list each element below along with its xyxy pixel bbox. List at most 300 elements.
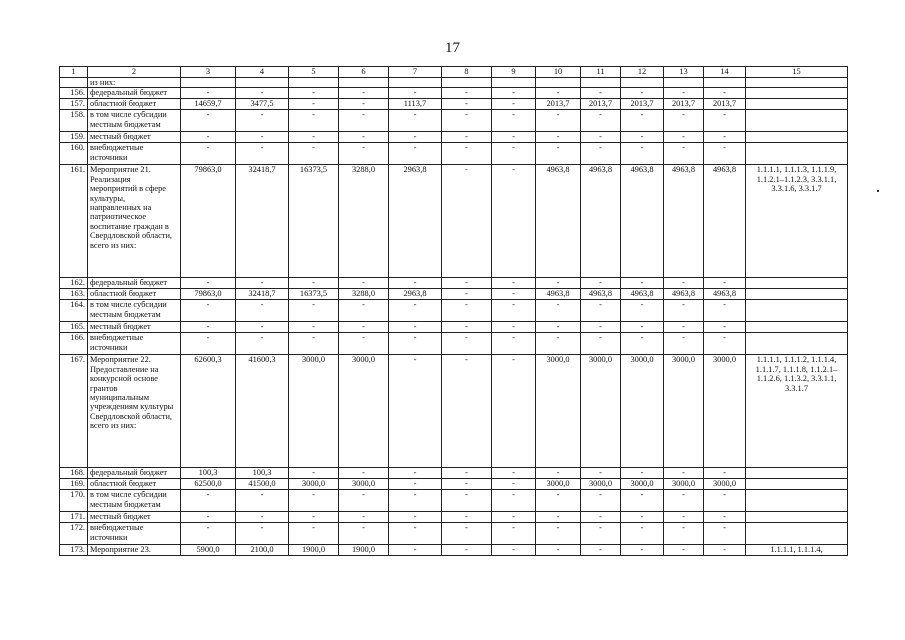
value-cell: -	[704, 143, 746, 165]
value-cell: -	[536, 143, 581, 165]
value-cell	[664, 78, 704, 88]
value-cell: -	[581, 512, 621, 523]
column-header: 13	[664, 67, 704, 78]
value-cell: -	[181, 110, 236, 132]
value-cell: -	[536, 468, 581, 479]
table-row	[60, 479, 848, 490]
table-row	[60, 110, 848, 132]
row-number: 161.	[60, 165, 88, 278]
value-cell: 4963,8	[581, 165, 621, 278]
row-number: 160.	[60, 143, 88, 165]
row-number: 172.	[60, 523, 88, 545]
value-cell: -	[389, 523, 442, 545]
value-cell: -	[442, 333, 492, 355]
table-row	[60, 165, 848, 278]
value-cell	[621, 78, 664, 88]
table-row	[60, 333, 848, 355]
value-cell: -	[492, 289, 536, 300]
value-cell: -	[536, 110, 581, 132]
row-number: 173.	[60, 545, 88, 556]
value-cell: -	[289, 523, 339, 545]
value-cell: -	[389, 545, 442, 556]
value-cell: -	[664, 333, 704, 355]
value-cell: -	[339, 110, 389, 132]
table-row	[60, 99, 848, 110]
value-cell: -	[492, 545, 536, 556]
value-cell: 3000,0	[704, 355, 746, 468]
row-name: Мероприятие 23.	[88, 545, 181, 556]
value-cell: 32418,7	[236, 165, 289, 278]
value-cell: -	[289, 88, 339, 99]
table-row	[60, 355, 848, 468]
value-cell: -	[289, 132, 339, 143]
value-cell: -	[442, 110, 492, 132]
value-cell: -	[664, 490, 704, 512]
value-cell: -	[492, 355, 536, 468]
value-cell: 4963,8	[536, 165, 581, 278]
value-cell: 3288,0	[339, 289, 389, 300]
value-cell: -	[339, 143, 389, 165]
target-codes	[746, 479, 848, 490]
value-cell: -	[389, 88, 442, 99]
value-cell: -	[236, 143, 289, 165]
value-cell: 1900,0	[289, 545, 339, 556]
value-cell: -	[664, 110, 704, 132]
target-codes	[746, 143, 848, 165]
value-cell: -	[442, 88, 492, 99]
value-cell: -	[289, 143, 339, 165]
value-cell: -	[621, 545, 664, 556]
row-number: 162.	[60, 278, 88, 289]
value-cell: -	[389, 278, 442, 289]
target-codes	[746, 88, 848, 99]
value-cell: -	[236, 490, 289, 512]
value-cell: -	[704, 322, 746, 333]
value-cell: -	[492, 165, 536, 278]
value-cell: -	[664, 512, 704, 523]
table-row	[60, 468, 848, 479]
value-cell: -	[289, 278, 339, 289]
target-codes: 1.1.1.1, 1.1.1.2, 1.1.1.4, 1.1.1.7, 1.1.1.8, 1.1.2.1–1.1.2.6, 1.1.3.2, 3.3.1.1, 3.3.1.7	[746, 355, 848, 468]
row-name: в том числе субсидии местным бюджетам	[88, 490, 181, 512]
table-row	[60, 322, 848, 333]
value-cell: 3000,0	[581, 355, 621, 468]
table-row	[60, 523, 848, 545]
value-cell: 79863,0	[181, 165, 236, 278]
value-cell: -	[442, 278, 492, 289]
value-cell: -	[289, 468, 339, 479]
value-cell: 2013,7	[704, 99, 746, 110]
row-name: федеральный бюджет	[88, 278, 181, 289]
value-cell: 4963,8	[704, 165, 746, 278]
column-number-header	[60, 67, 848, 78]
value-cell: -	[236, 512, 289, 523]
value-cell: -	[339, 99, 389, 110]
value-cell: -	[581, 143, 621, 165]
column-header: 12	[621, 67, 664, 78]
value-cell: -	[664, 468, 704, 479]
value-cell: -	[389, 355, 442, 468]
value-cell: 3000,0	[536, 479, 581, 490]
column-header: 4	[236, 67, 289, 78]
row-number: 156.	[60, 88, 88, 99]
column-header: 11	[581, 67, 621, 78]
value-cell: -	[181, 490, 236, 512]
value-cell: -	[289, 512, 339, 523]
value-cell: -	[704, 110, 746, 132]
value-cell: 4963,8	[536, 289, 581, 300]
value-cell: 32418,7	[236, 289, 289, 300]
value-cell: -	[389, 110, 442, 132]
row-name: внебюджетные источники	[88, 333, 181, 355]
value-cell: -	[181, 300, 236, 322]
value-cell: -	[181, 322, 236, 333]
target-codes	[746, 132, 848, 143]
target-codes: 1.1.1.1, 1.1.1.3, 1.1.1.9, 1.1.2.1–1.1.2.3, 3.3.1.1, 3.3.1.6, 3.3.1.7	[746, 165, 848, 278]
value-cell: -	[621, 300, 664, 322]
value-cell: -	[536, 88, 581, 99]
table-row	[60, 512, 848, 523]
value-cell: -	[581, 468, 621, 479]
value-cell: -	[236, 523, 289, 545]
value-cell: -	[339, 300, 389, 322]
row-name: областной бюджет	[88, 99, 181, 110]
column-header: 7	[389, 67, 442, 78]
value-cell: -	[389, 143, 442, 165]
value-cell: 62600,3	[181, 355, 236, 468]
value-cell: 3477,5	[236, 99, 289, 110]
value-cell: -	[581, 278, 621, 289]
value-cell: -	[621, 512, 664, 523]
value-cell: -	[492, 132, 536, 143]
row-name: из них:	[88, 78, 181, 88]
value-cell: -	[704, 88, 746, 99]
value-cell: -	[492, 333, 536, 355]
value-cell: -	[236, 88, 289, 99]
value-cell: 100,3	[236, 468, 289, 479]
value-cell: -	[621, 278, 664, 289]
value-cell: -	[704, 545, 746, 556]
value-cell: -	[442, 132, 492, 143]
target-codes	[746, 523, 848, 545]
page-number: 17	[445, 40, 460, 56]
value-cell: 2013,7	[664, 99, 704, 110]
value-cell: 3288,0	[339, 165, 389, 278]
value-cell: -	[389, 490, 442, 512]
row-name: федеральный бюджет	[88, 468, 181, 479]
value-cell	[442, 78, 492, 88]
value-cell: -	[621, 322, 664, 333]
value-cell: -	[442, 468, 492, 479]
value-cell: 14659,7	[181, 99, 236, 110]
value-cell: 4963,8	[704, 289, 746, 300]
value-cell: -	[664, 300, 704, 322]
row-number: 169.	[60, 479, 88, 490]
row-name: областной бюджет	[88, 479, 181, 490]
value-cell: -	[442, 99, 492, 110]
value-cell: -	[492, 468, 536, 479]
value-cell: -	[536, 545, 581, 556]
row-name: внебюджетные источники	[88, 523, 181, 545]
value-cell: 3000,0	[339, 479, 389, 490]
value-cell: -	[581, 110, 621, 132]
value-cell: -	[339, 88, 389, 99]
row-name: областной бюджет	[88, 289, 181, 300]
target-codes	[746, 333, 848, 355]
target-codes: 1.1.1.1, 1.1.1.4,	[746, 545, 848, 556]
column-header: 14	[704, 67, 746, 78]
value-cell: -	[339, 278, 389, 289]
value-cell: 4963,8	[621, 289, 664, 300]
target-codes	[746, 468, 848, 479]
value-cell: 2100,0	[236, 545, 289, 556]
value-cell: -	[442, 512, 492, 523]
value-cell: 4963,8	[621, 165, 664, 278]
value-cell: -	[492, 490, 536, 512]
table-row	[60, 143, 848, 165]
value-cell: -	[664, 88, 704, 99]
target-codes	[746, 322, 848, 333]
value-cell: -	[389, 333, 442, 355]
value-cell: -	[492, 110, 536, 132]
value-cell: -	[704, 512, 746, 523]
value-cell: -	[664, 545, 704, 556]
value-cell: -	[536, 490, 581, 512]
value-cell	[236, 78, 289, 88]
budget-table	[59, 66, 848, 556]
value-cell: -	[536, 322, 581, 333]
column-header: 9	[492, 67, 536, 78]
column-header: 6	[339, 67, 389, 78]
row-name: в том числе субсидии местным бюджетам	[88, 110, 181, 132]
value-cell: -	[442, 355, 492, 468]
value-cell: -	[621, 333, 664, 355]
table-row	[60, 88, 848, 99]
row-number: 167.	[60, 355, 88, 468]
value-cell: 3000,0	[664, 355, 704, 468]
value-cell: 2013,7	[621, 99, 664, 110]
value-cell: -	[664, 143, 704, 165]
value-cell: -	[339, 333, 389, 355]
value-cell: -	[339, 490, 389, 512]
row-number	[60, 78, 88, 88]
value-cell	[492, 78, 536, 88]
value-cell: -	[704, 523, 746, 545]
value-cell: -	[181, 278, 236, 289]
value-cell: -	[181, 88, 236, 99]
value-cell: -	[236, 110, 289, 132]
value-cell: -	[442, 545, 492, 556]
row-number: 168.	[60, 468, 88, 479]
value-cell: -	[339, 132, 389, 143]
table-row	[60, 545, 848, 556]
value-cell: 5900,0	[181, 545, 236, 556]
value-cell: -	[492, 512, 536, 523]
row-name: Мероприятие 22. Предоставление на конкурсной основе грантов муниципальным учреждениям культуры Свердловской области, всего из них:	[88, 355, 181, 468]
value-cell: -	[339, 512, 389, 523]
value-cell: -	[389, 132, 442, 143]
value-cell: -	[536, 278, 581, 289]
row-name: местный бюджет	[88, 322, 181, 333]
target-codes	[746, 278, 848, 289]
target-codes	[746, 110, 848, 132]
value-cell: -	[389, 479, 442, 490]
row-name: внебюджетные источники	[88, 143, 181, 165]
value-cell: -	[581, 88, 621, 99]
value-cell: -	[442, 490, 492, 512]
value-cell	[389, 78, 442, 88]
row-name: Мероприятие 21. Реализация мероприятий в сфере культуры, направленных на патриотическое воспитание граждан в Свердловской области, всего из них:	[88, 165, 181, 278]
row-number: 171.	[60, 512, 88, 523]
value-cell: 41500,0	[236, 479, 289, 490]
value-cell	[339, 78, 389, 88]
value-cell: -	[536, 300, 581, 322]
value-cell: -	[621, 88, 664, 99]
row-number: 159.	[60, 132, 88, 143]
row-name: местный бюджет	[88, 132, 181, 143]
value-cell: -	[581, 333, 621, 355]
value-cell: -	[621, 132, 664, 143]
value-cell: -	[389, 300, 442, 322]
value-cell: -	[536, 132, 581, 143]
row-name: в том числе субсидии местным бюджетам	[88, 300, 181, 322]
value-cell: -	[339, 322, 389, 333]
value-cell: -	[492, 322, 536, 333]
value-cell: -	[492, 479, 536, 490]
value-cell: 4963,8	[581, 289, 621, 300]
column-header: 15	[746, 67, 848, 78]
value-cell: -	[704, 132, 746, 143]
target-codes	[746, 300, 848, 322]
column-header: 10	[536, 67, 581, 78]
value-cell: -	[621, 143, 664, 165]
value-cell: -	[389, 468, 442, 479]
target-codes	[746, 490, 848, 512]
value-cell: 2013,7	[581, 99, 621, 110]
row-number: 170.	[60, 490, 88, 512]
row-number: 163.	[60, 289, 88, 300]
value-cell	[581, 78, 621, 88]
column-header: 3	[181, 67, 236, 78]
value-cell	[181, 78, 236, 88]
value-cell: 16373,5	[289, 165, 339, 278]
value-cell	[704, 78, 746, 88]
value-cell: -	[492, 143, 536, 165]
value-cell: -	[664, 322, 704, 333]
value-cell: -	[536, 512, 581, 523]
target-codes	[746, 289, 848, 300]
value-cell: -	[236, 300, 289, 322]
value-cell: -	[289, 300, 339, 322]
value-cell: 16373,5	[289, 289, 339, 300]
value-cell: 41600,3	[236, 355, 289, 468]
scan-speck	[877, 190, 879, 192]
value-cell: 2963,8	[389, 289, 442, 300]
value-cell: -	[536, 523, 581, 545]
value-cell: 3000,0	[581, 479, 621, 490]
value-cell: -	[339, 468, 389, 479]
column-header: 5	[289, 67, 339, 78]
value-cell: -	[621, 523, 664, 545]
value-cell: -	[492, 88, 536, 99]
value-cell: -	[442, 322, 492, 333]
column-header: 2	[88, 67, 181, 78]
table-row	[60, 78, 848, 88]
value-cell: -	[181, 132, 236, 143]
value-cell: -	[236, 132, 289, 143]
value-cell: -	[704, 300, 746, 322]
value-cell: 79863,0	[181, 289, 236, 300]
value-cell: -	[621, 490, 664, 512]
value-cell: 2013,7	[536, 99, 581, 110]
value-cell: -	[704, 490, 746, 512]
row-number: 165.	[60, 322, 88, 333]
value-cell: -	[704, 278, 746, 289]
row-number: 166.	[60, 333, 88, 355]
value-cell: -	[181, 333, 236, 355]
value-cell: -	[289, 110, 339, 132]
target-codes	[746, 99, 848, 110]
value-cell: -	[289, 333, 339, 355]
value-cell: -	[236, 322, 289, 333]
value-cell: -	[492, 523, 536, 545]
value-cell: 62500,0	[181, 479, 236, 490]
value-cell: -	[581, 300, 621, 322]
value-cell: -	[664, 278, 704, 289]
column-header: 1	[60, 67, 88, 78]
row-name: местный бюджет	[88, 512, 181, 523]
value-cell: 3000,0	[289, 479, 339, 490]
value-cell: 3000,0	[621, 355, 664, 468]
value-cell: -	[236, 278, 289, 289]
value-cell: -	[581, 545, 621, 556]
value-cell: -	[581, 322, 621, 333]
value-cell: -	[442, 300, 492, 322]
value-cell: -	[442, 523, 492, 545]
value-cell: -	[442, 479, 492, 490]
value-cell: -	[664, 523, 704, 545]
value-cell: -	[442, 143, 492, 165]
value-cell: -	[704, 468, 746, 479]
target-codes	[746, 512, 848, 523]
value-cell	[536, 78, 581, 88]
value-cell: -	[289, 99, 339, 110]
table-row	[60, 278, 848, 289]
value-cell: -	[536, 333, 581, 355]
value-cell: -	[442, 165, 492, 278]
value-cell	[289, 78, 339, 88]
value-cell: -	[704, 333, 746, 355]
row-number: 164.	[60, 300, 88, 322]
value-cell: -	[664, 132, 704, 143]
value-cell: 1900,0	[339, 545, 389, 556]
row-number: 158.	[60, 110, 88, 132]
value-cell: -	[236, 333, 289, 355]
column-header: 8	[442, 67, 492, 78]
value-cell: 1113,7	[389, 99, 442, 110]
value-cell: -	[289, 322, 339, 333]
value-cell: 100,3	[181, 468, 236, 479]
value-cell: -	[389, 512, 442, 523]
value-cell: 3000,0	[704, 479, 746, 490]
value-cell: 3000,0	[339, 355, 389, 468]
table-row	[60, 300, 848, 322]
value-cell: -	[289, 490, 339, 512]
value-cell: -	[181, 523, 236, 545]
value-cell: -	[581, 523, 621, 545]
row-name: федеральный бюджет	[88, 88, 181, 99]
value-cell: -	[181, 512, 236, 523]
